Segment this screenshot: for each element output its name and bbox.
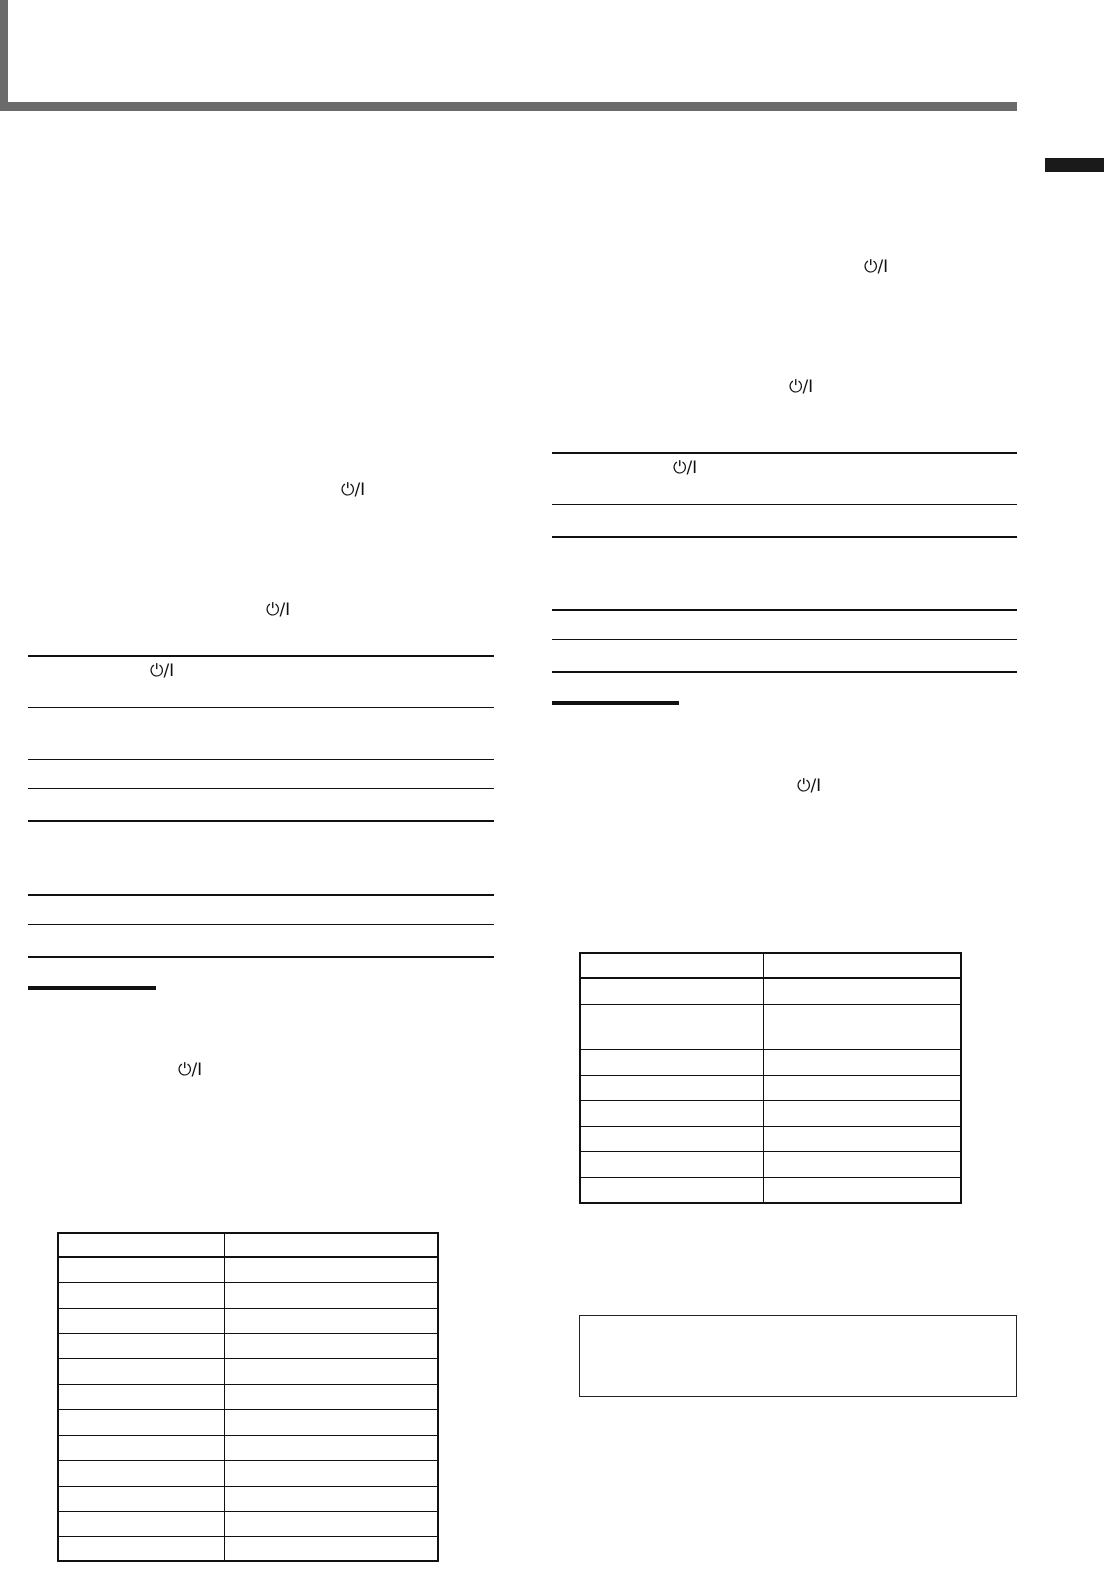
table-row [580,1177,961,1203]
table-header-row [580,953,961,978]
table-row [58,1384,438,1409]
table-rule-top [552,452,1017,454]
left-settings-table [57,1232,439,1562]
table-row [580,1100,961,1126]
table-rule [28,707,494,708]
table-row [580,1004,961,1049]
power-standby-icon: ⏻/I [341,480,366,500]
section-heading-underline [552,701,679,705]
table-rule-top [28,655,494,657]
table-rule [28,894,494,896]
table-row [580,1126,961,1151]
power-standby-icon: ⏻/I [178,1060,203,1080]
table-rule [28,759,494,760]
table-rule [552,536,1017,538]
table-row [58,1308,438,1333]
table-row [580,1075,961,1100]
table-row [58,1460,438,1486]
table-rule-bottom [552,671,1017,673]
table-rule-bottom [28,956,494,958]
table-row [58,1536,438,1561]
table-rule [28,788,494,789]
power-standby-icon: ⏻/I [797,776,822,796]
table-row [58,1333,438,1358]
header-frame-bottom [0,102,1017,111]
table-row [580,978,961,1004]
section-heading-underline [28,986,156,990]
table-rule [552,504,1017,505]
table-row [58,1511,438,1536]
table-row [580,1049,961,1075]
table-row [58,1257,438,1282]
header-frame-left [0,0,8,110]
side-section-tab [1045,158,1104,172]
table-row [58,1435,438,1460]
table-rule [552,609,1017,611]
power-standby-icon: ⏻/I [150,661,175,681]
power-standby-icon: ⏻/I [673,458,698,478]
table-header-row [58,1233,438,1257]
table-row [58,1282,438,1308]
table-rule [28,820,494,822]
table-row [580,1151,961,1177]
power-standby-icon: ⏻/I [266,600,291,620]
table-row [58,1358,438,1384]
table-row [58,1409,438,1435]
power-standby-icon: ⏻/I [789,377,814,397]
right-settings-table [579,952,962,1204]
table-rule [28,924,494,925]
power-standby-icon: ⏻/I [864,257,889,277]
note-box [579,1315,1017,1397]
table-row [58,1486,438,1511]
table-rule [552,639,1017,640]
